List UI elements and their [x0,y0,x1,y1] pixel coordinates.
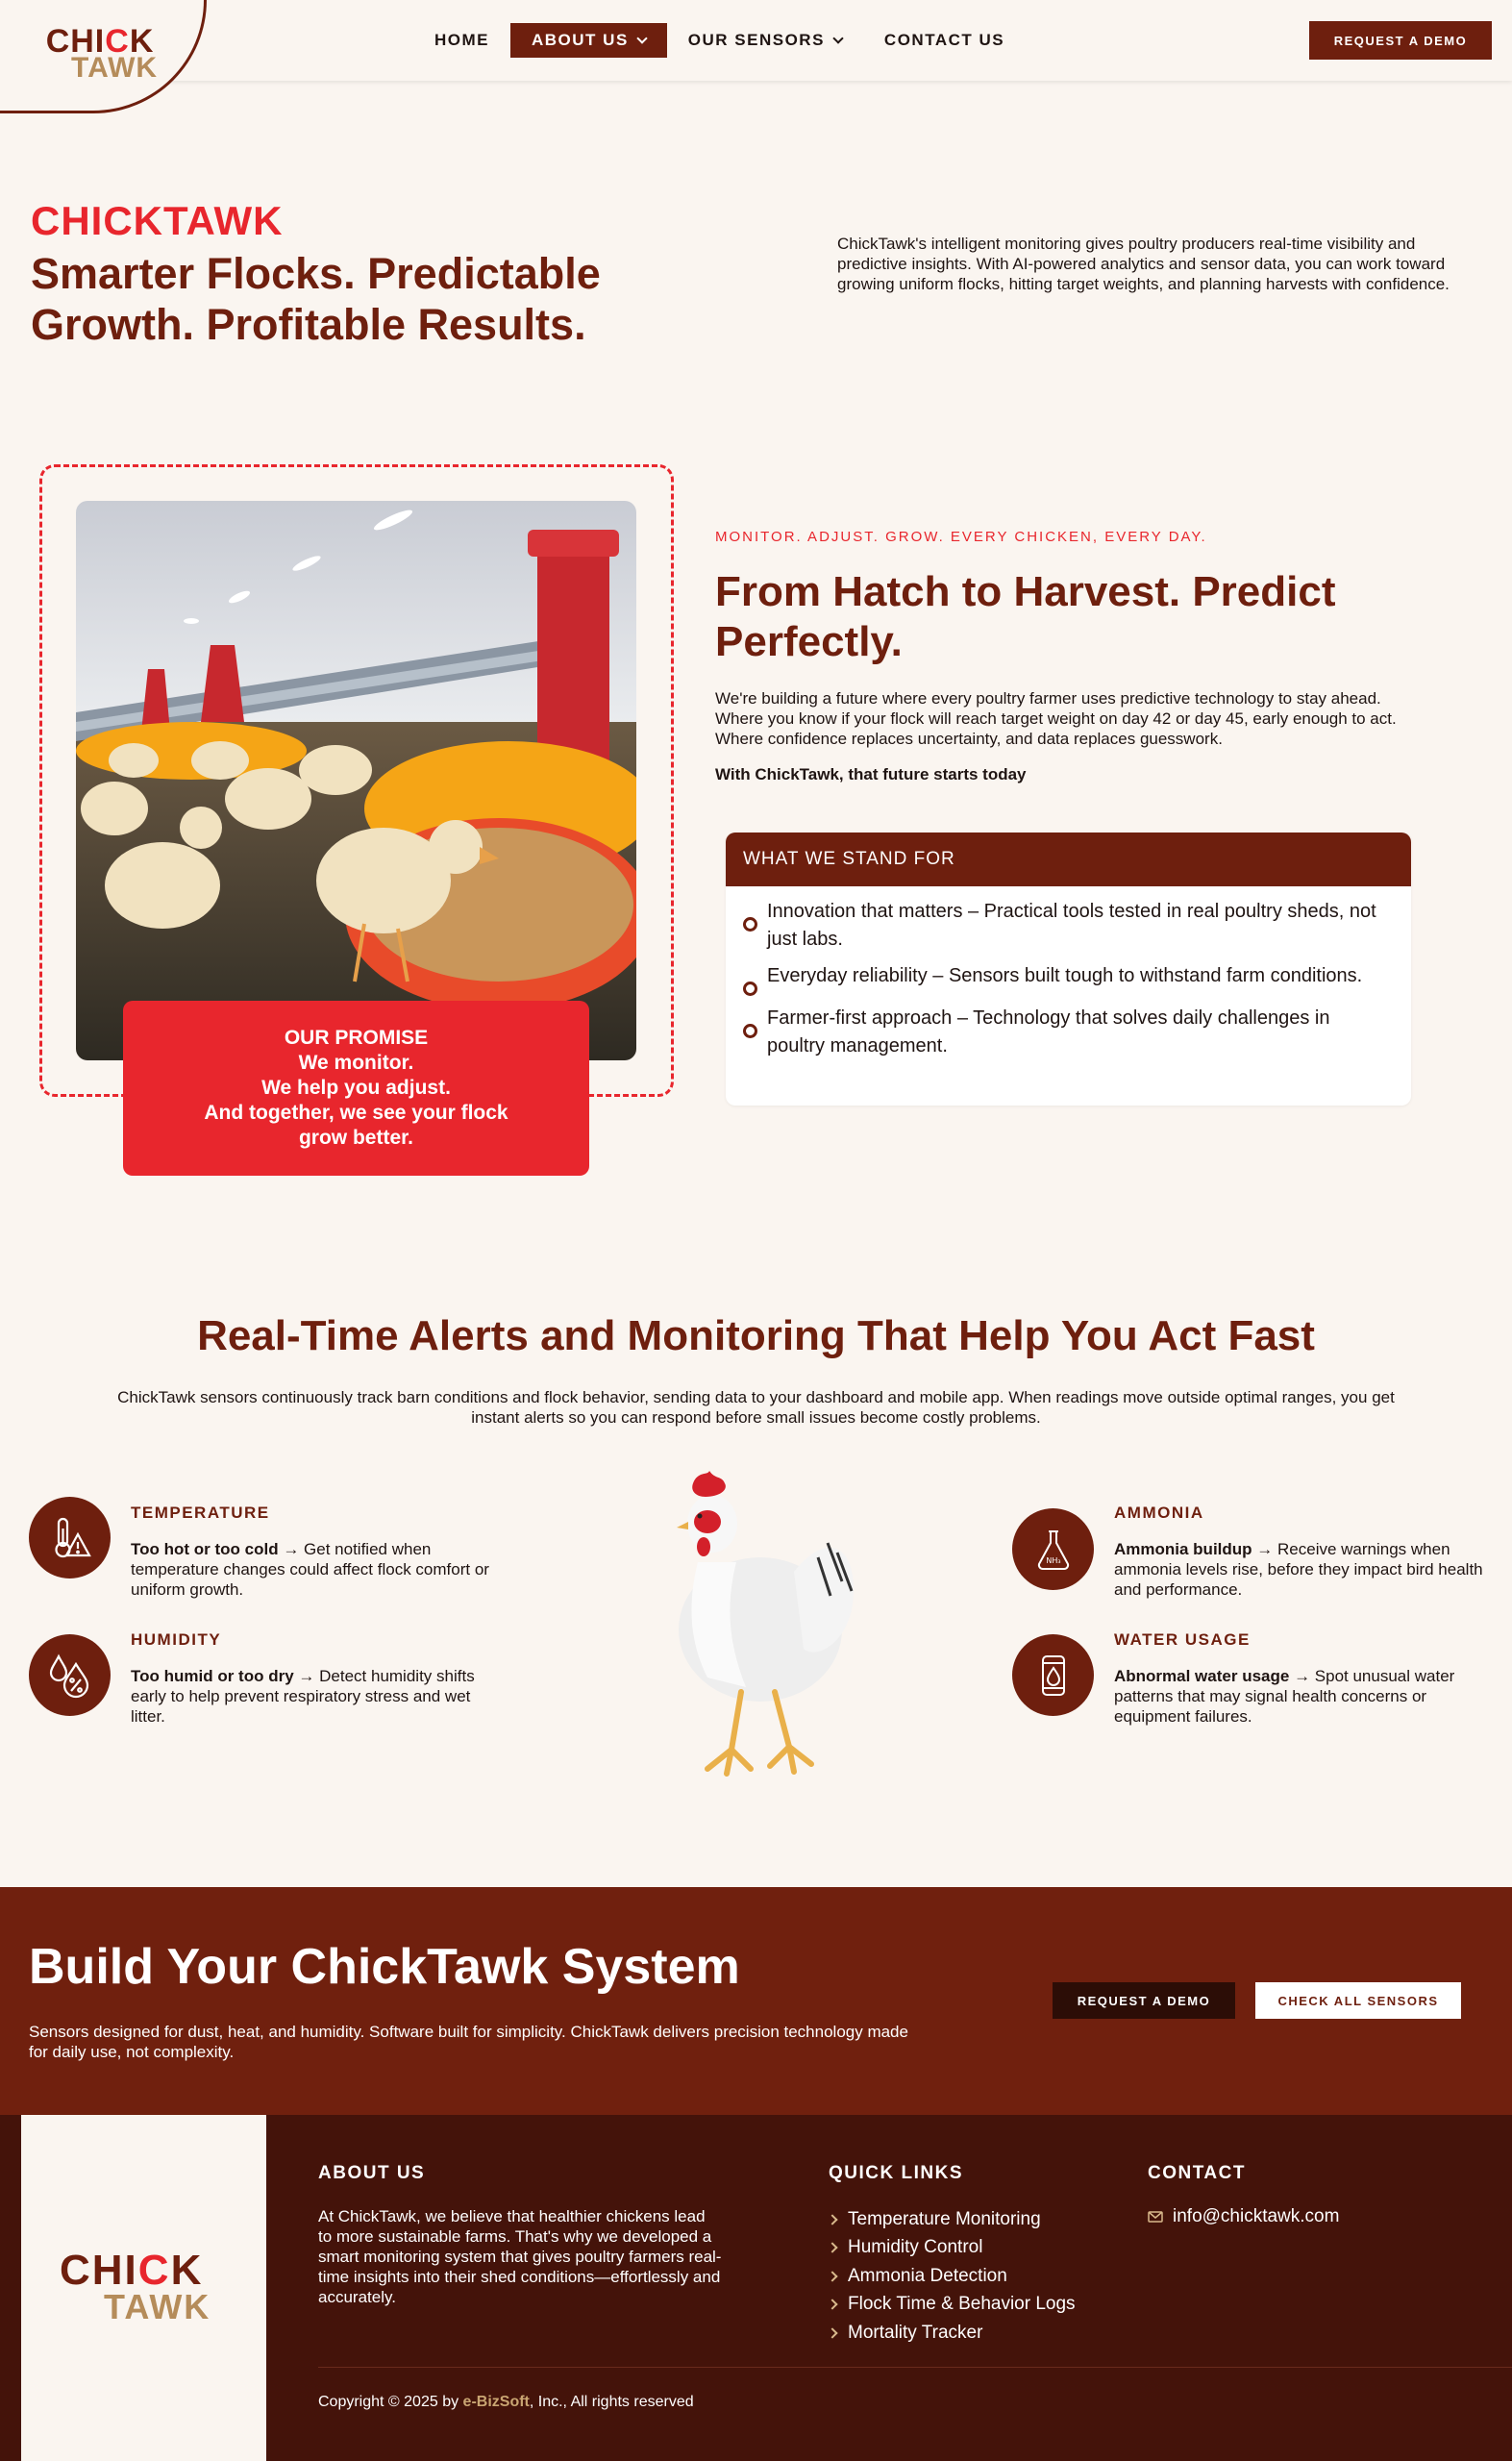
feature-label-temperature: TEMPERATURE [131,1504,270,1522]
ammonia-flask-icon [1012,1508,1094,1590]
footer-link-flock-logs[interactable]: Flock Time & Behavior Logs [829,2291,1076,2320]
check-all-sensors-button[interactable]: CHECK ALL SENSORS [1255,1982,1461,2019]
footer-logo-top: CHICK [60,2247,204,2294]
footer-logo[interactable] [60,2247,211,2326]
footer-contact-heading: CONTACT [1148,2163,1246,2183]
stand-for-heading: WHAT WE STAND FOR [726,833,1411,886]
promise-line: We help you adjust. [261,1077,451,1099]
svg-text:NH₃: NH₃ [1045,1555,1061,1565]
footer-link-temperature[interactable]: Temperature Monitoring [829,2205,1076,2234]
footer-email-link[interactable]: info@chicktawk.com [1148,2206,1339,2227]
mission-strong-text: With ChickTawk, that future starts today [715,765,1027,783]
envelope-icon [1148,2211,1163,2223]
nav-contact-us[interactable]: CONTACT US [883,31,1005,49]
site-logo[interactable] [42,25,158,83]
footer-links-heading: QUICK LINKS [829,2163,963,2183]
chevron-down-icon [636,33,647,43]
chevron-right-icon [827,2299,837,2310]
feature-text-humidity: Too humid or too dry → Detect humidity shifts early to help prevent respiratory stress and wet litter. [131,1667,475,1726]
feature-label-water-usage: WATER USAGE [1114,1630,1251,1649]
request-demo-button[interactable]: REQUEST A DEMO [1309,21,1492,60]
promise-heading: OUR PROMISE [284,1027,429,1049]
cta-title: Build Your ChickTawk System [29,1939,740,1995]
chevron-right-icon [827,2271,837,2281]
chicks-feeding-photo [76,501,636,1060]
stand-for-list [726,886,1411,1060]
feature-text-water-usage: Abnormal water usage → Spot unusual water patterns that may signal health concerns or equipment failures. [1114,1667,1455,1726]
feature-label-ammonia: AMMONIA [1114,1504,1204,1522]
promise-line: We monitor. [298,1052,414,1074]
mission-description: We're building a future where every poultry farmer uses predictive technology to stay ahead. Where you know if your flock will reach target weight on day 42 or day 45, early enough to act. Where confidence replaces uncertainty, and data replaces guesswork. [715,689,1397,748]
mission-title: From Hatch to Harvest. Predict Perfectly. [715,568,1336,665]
water-phone-icon [1012,1634,1094,1716]
footer-about-text: At ChickTawk, we believe that healthier chickens lead to more sustainable farms. That's why we developed a smart monitoring system that gives poultry farmers real-time insights into their shed conditions—effortlessly and accurately. [318,2207,722,2306]
hero-brand: CHICKTAWK [31,198,284,243]
list-item: Farmer-first approach – Technology that solves daily challenges in poultry management. [743,1005,1390,1060]
footer-link-ammonia[interactable]: Ammonia Detection [829,2262,1076,2291]
logo-container [0,0,207,113]
site-header [0,0,1512,84]
nav-home[interactable]: HOME [434,31,489,49]
main-nav [413,23,1026,58]
hero-title: Smarter Flocks. Predictable Growth. Profitable Results. [31,249,601,349]
our-promise-card [123,1001,589,1176]
footer-link-mortality[interactable]: Mortality Tracker [829,2319,1076,2348]
promise-line: And together, we see your flock grow better. [204,1102,508,1149]
cta-description: Sensors designed for dust, heat, and humidity. Software built for simplicity. ChickTawk delivers precision technology made for daily use, not complexity. [29,2023,908,2061]
feature-text-ammonia: Ammonia buildup → Receive warnings when ammonia levels rise, before they impact bird health and performance. [1114,1540,1483,1599]
chevron-down-icon [832,33,843,43]
footer-about-heading: ABOUT US [318,2163,426,2183]
footer-quick-links [829,2205,1076,2348]
stand-for-card [726,833,1411,1106]
logo-bottom: TAWK [71,52,159,84]
circle-bullet-icon [743,982,757,996]
cta-request-demo-button[interactable]: REQUEST A DEMO [1053,1982,1235,2019]
feature-label-humidity: HUMIDITY [131,1630,222,1649]
circle-bullet-icon [743,1024,757,1038]
chevron-right-icon [827,2243,837,2253]
list-item: Everyday reliability – Sensors built tough to withstand farm conditions. [743,962,1390,996]
logo-top: CHICK [45,23,155,60]
footer-copyright: Copyright © 2025 by e-BizSoft, Inc., All rights reserved [318,2394,694,2410]
circle-bullet-icon [743,917,757,932]
hero-description: ChickTawk's intelligent monitoring gives poultry producers real-time visibility and predictive insights. With AI-powered analytics and sensor data, you can work toward growing uniform flocks, hitting target weights, and planning harvests with confidence. [837,235,1450,293]
alerts-description: ChickTawk sensors continuously track barn conditions and flock behavior, sending data to your dashboard and mobile app. When readings move outside optimal ranges, you get instant alerts so you can respond before small issues become costly problems. [117,1388,1395,1427]
chevron-right-icon [827,2327,837,2338]
footer-link-humidity[interactable]: Humidity Control [829,2234,1076,2263]
alerts-title: Real-Time Alerts and Monitoring That Help You Act Fast [197,1312,1315,1359]
list-item: Innovation that matters – Practical tools tested in real poultry sheds, not just labs. [743,898,1390,954]
humidity-drops-icon [29,1634,111,1716]
nav-about-us[interactable]: ABOUT US [510,23,667,58]
feature-text-temperature: Too hot or too cold → Get notified when temperature changes could affect flock comfort or uniform growth. [131,1540,489,1599]
ebizsoft-link[interactable]: e-BizSoft [462,2394,530,2410]
mission-tagline: MONITOR. ADJUST. GROW. EVERY CHICKEN, EVERY DAY. [715,529,1207,545]
footer-logo-bottom: TAWK [104,2287,211,2326]
chevron-right-icon [827,2214,837,2225]
thermometer-warning-icon [29,1497,111,1579]
footer-divider [318,2367,1512,2368]
nav-our-sensors[interactable]: OUR SENSORS [667,23,863,58]
white-hen-image [650,1466,863,1783]
